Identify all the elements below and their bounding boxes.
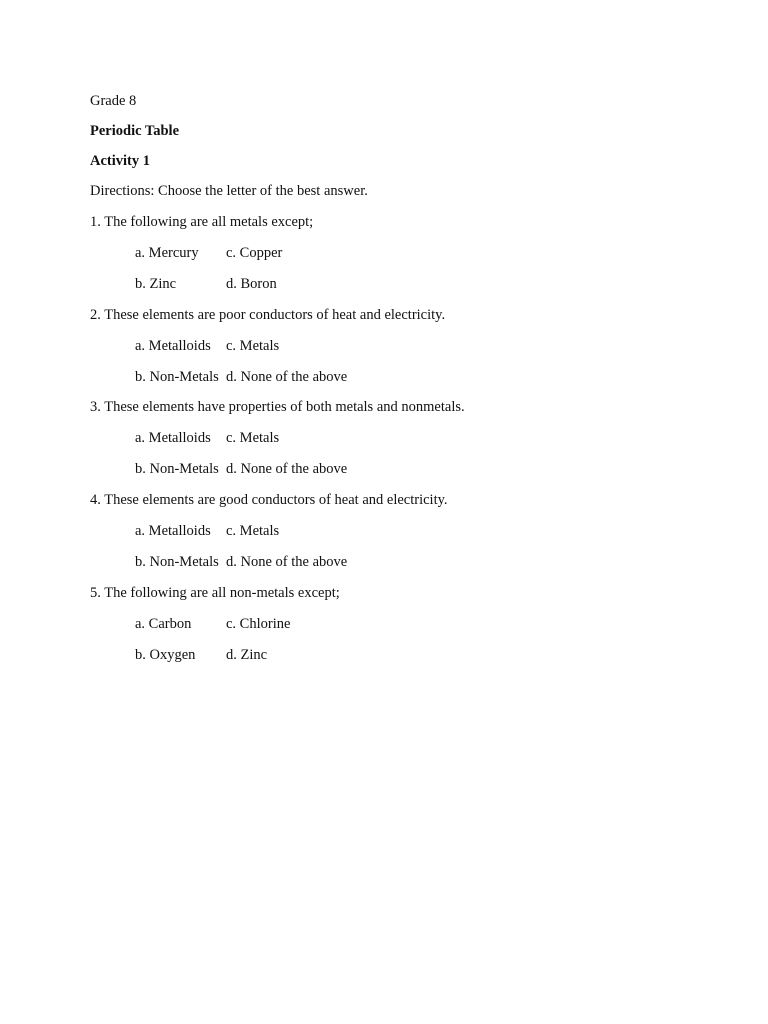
question-3: 3. These elements have properties of both metals and nonmetals.: [90, 399, 465, 415]
question-2-option-b: b. Non-Metals: [135, 369, 219, 385]
question-5-option-c: c. Chlorine: [226, 616, 291, 632]
question-1-option-d: d. Boron: [226, 276, 277, 292]
directions-text: Directions: Choose the letter of the best answer.: [90, 183, 368, 199]
question-5-option-a: a. Carbon: [135, 616, 192, 632]
question-3-option-c: c. Metals: [226, 430, 280, 446]
subject-title: Periodic Table: [90, 123, 180, 139]
question-3-option-d: d. None of the above: [226, 461, 348, 477]
question-1-option-a: a. Mercury: [135, 245, 199, 261]
question-4-option-d: d. None of the above: [226, 554, 348, 570]
question-2-option-a: a. Metalloids: [135, 338, 211, 354]
question-1-option-b: b. Zinc: [135, 276, 177, 292]
question-1: 1. The following are all metals except;: [90, 214, 314, 230]
question-2-option-d: d. None of the above: [226, 369, 348, 385]
question-2-option-c: c. Metals: [226, 338, 280, 354]
question-1-option-c: c. Copper: [226, 245, 283, 261]
question-5: 5. The following are all non-metals except;: [90, 585, 340, 601]
question-2: 2. These elements are poor conductors of heat and electricity.: [90, 307, 446, 323]
question-4-option-b: b. Non-Metals: [135, 554, 219, 570]
activity-title: Activity 1: [90, 153, 150, 169]
question-4-option-c: c. Metals: [226, 523, 280, 539]
question-4-option-a: a. Metalloids: [135, 523, 211, 539]
question-3-option-b: b. Non-Metals: [135, 461, 219, 477]
question-5-option-b: b. Oxygen: [135, 647, 196, 663]
question-5-option-d: d. Zinc: [226, 647, 268, 663]
question-3-option-a: a. Metalloids: [135, 430, 211, 446]
question-4: 4. These elements are good conductors of heat and electricity.: [90, 492, 448, 508]
grade-label: Grade 8: [90, 93, 137, 109]
